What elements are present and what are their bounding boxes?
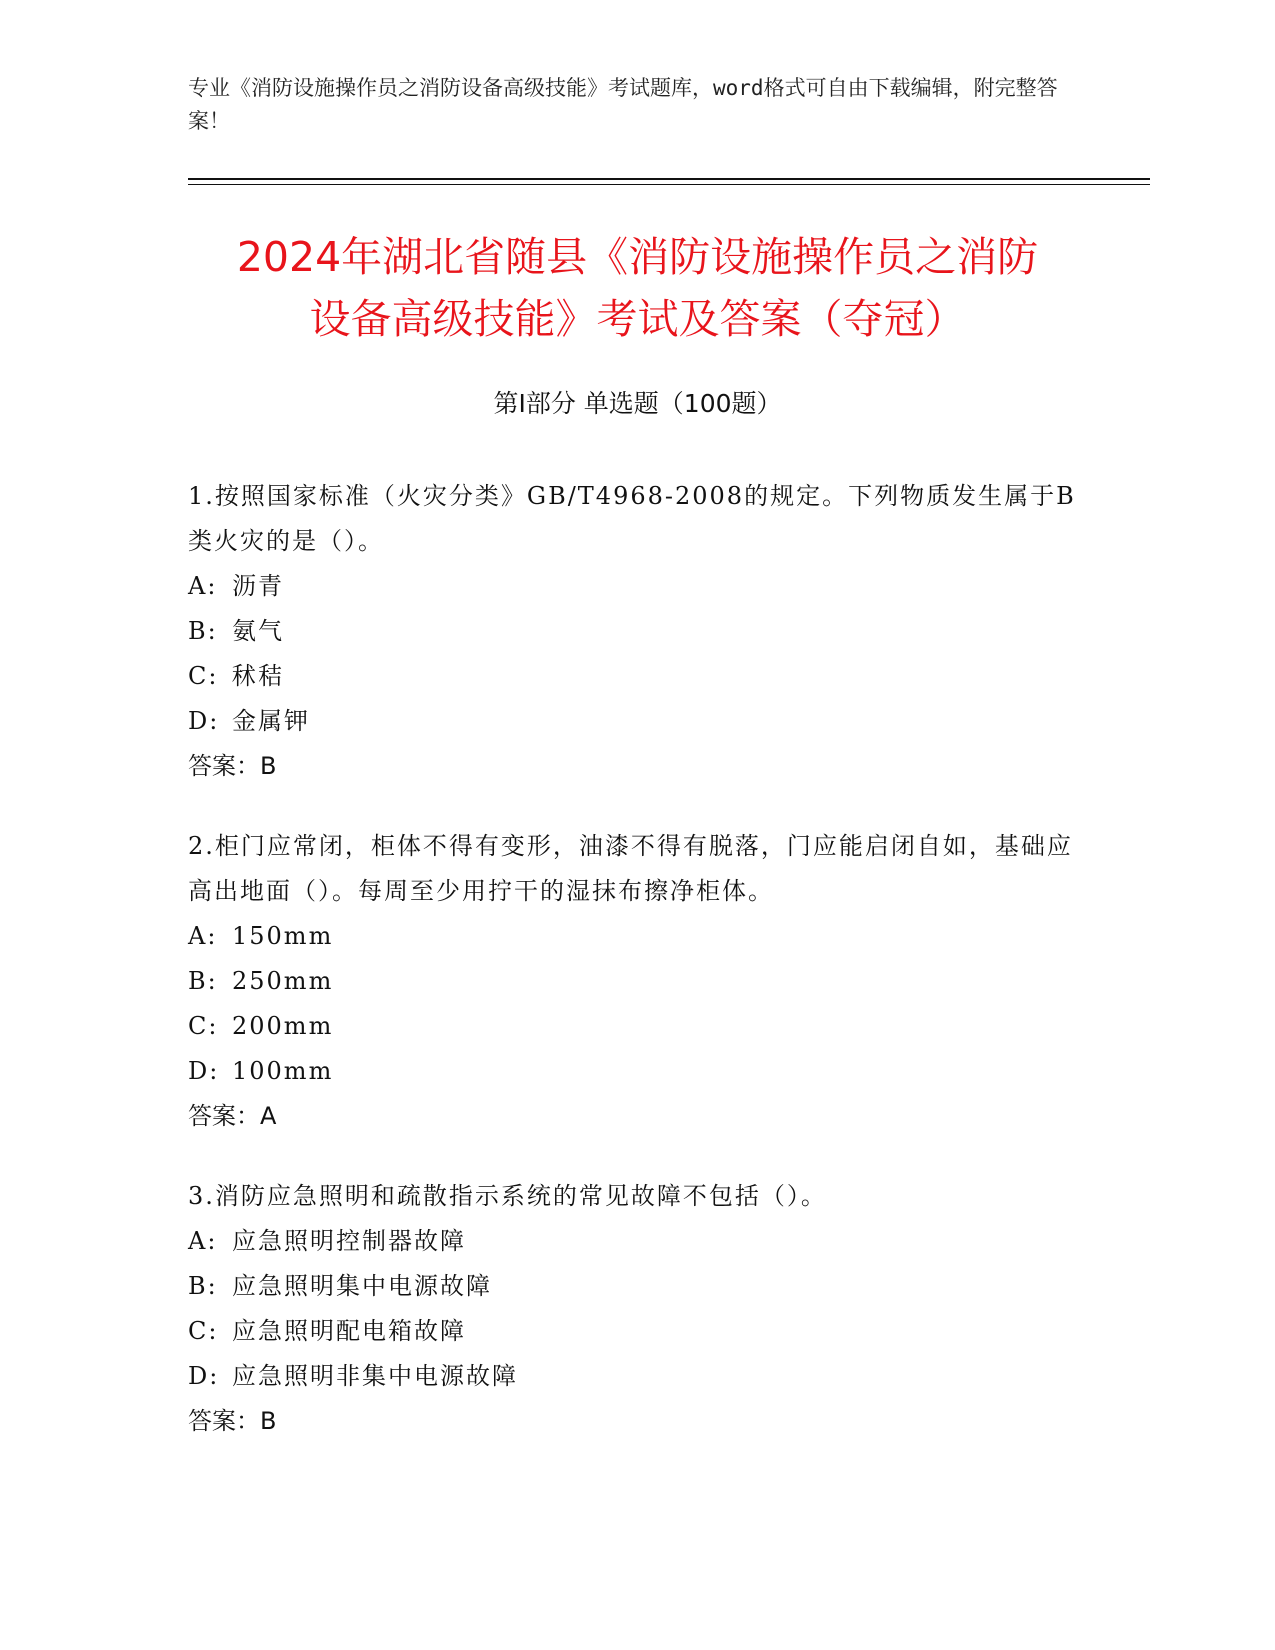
question-stem: 3.消防应急照明和疏散指示系统的常见故障不包括（）。	[188, 1182, 827, 1210]
option-letter: C:	[188, 1012, 219, 1040]
answer-prefix: 答案：	[188, 1102, 260, 1130]
option-d	[188, 1354, 1088, 1399]
option-text: 应急照明配电箱故障	[232, 1317, 466, 1345]
option-d	[188, 1049, 1088, 1094]
option-text: 应急照明控制器故障	[232, 1227, 466, 1255]
header-rule-thick	[188, 178, 1150, 180]
option-letter: C:	[188, 662, 219, 690]
document-title-line-2: 设备高级技能》考试及答案（夺冠）	[309, 295, 966, 343]
question-2	[188, 824, 1088, 1139]
option-text: 氨气	[232, 617, 284, 645]
option-text: 200mm	[232, 1012, 334, 1040]
document-title	[150, 226, 1125, 350]
option-b	[188, 959, 1088, 1004]
answer-value: A	[260, 1102, 277, 1130]
option-a	[188, 564, 1088, 609]
option-text: 150mm	[232, 922, 334, 950]
option-c	[188, 1004, 1088, 1049]
answer-line	[188, 1399, 1088, 1444]
option-letter: D:	[188, 707, 220, 735]
answer-value: B	[260, 752, 277, 780]
header-note: 专业《消防设施操作员之消防设备高级技能》考试题库，word格式可自由下载编辑，附完整答案！	[188, 76, 1058, 133]
question-list	[188, 474, 1088, 1479]
answer-value: B	[260, 1407, 277, 1435]
option-letter: B:	[188, 617, 218, 645]
option-letter: D:	[188, 1057, 220, 1085]
option-d	[188, 699, 1088, 744]
option-b	[188, 1264, 1088, 1309]
option-letter: A:	[188, 1227, 218, 1255]
header-rule-thin	[188, 184, 1150, 185]
option-text: 金属钾	[232, 707, 310, 735]
option-c	[188, 1309, 1088, 1354]
option-text: 100mm	[232, 1057, 334, 1085]
answer-prefix: 答案：	[188, 752, 260, 780]
option-c	[188, 654, 1088, 699]
question-3	[188, 1174, 1088, 1444]
option-letter: A:	[188, 572, 218, 600]
option-text: 应急照明集中电源故障	[232, 1272, 492, 1300]
option-text: 250mm	[232, 967, 334, 995]
question-stem: 1.按照国家标准（火灾分类》GB/T4968-2008的规定。下列物质发生属于B类火灾的是（）。	[188, 482, 1076, 555]
option-a	[188, 1219, 1088, 1264]
option-text: 应急照明非集中电源故障	[232, 1362, 518, 1390]
option-b	[188, 609, 1088, 654]
option-letter: A:	[188, 922, 218, 950]
option-letter: B:	[188, 1272, 218, 1300]
answer-line	[188, 1094, 1088, 1139]
question-stem: 2.柜门应常闭，柜体不得有变形，油漆不得有脱落，门应能启闭自如，基础应高出地面（）。每周至少用拧干的湿抹布擦净柜体。	[188, 832, 1073, 905]
option-letter: C:	[188, 1317, 219, 1345]
document-title-line-1: 2024年湖北省随县《消防设施操作员之消防	[236, 233, 1039, 281]
option-text: 沥青	[232, 572, 284, 600]
answer-prefix: 答案：	[188, 1407, 260, 1435]
option-letter: B:	[188, 967, 218, 995]
option-letter: D:	[188, 1362, 220, 1390]
question-1	[188, 474, 1088, 789]
option-text: 秫秸	[232, 662, 284, 690]
option-a	[188, 914, 1088, 959]
section-heading: 第I部分 单选题（100题）	[493, 389, 782, 418]
answer-line	[188, 744, 1088, 789]
